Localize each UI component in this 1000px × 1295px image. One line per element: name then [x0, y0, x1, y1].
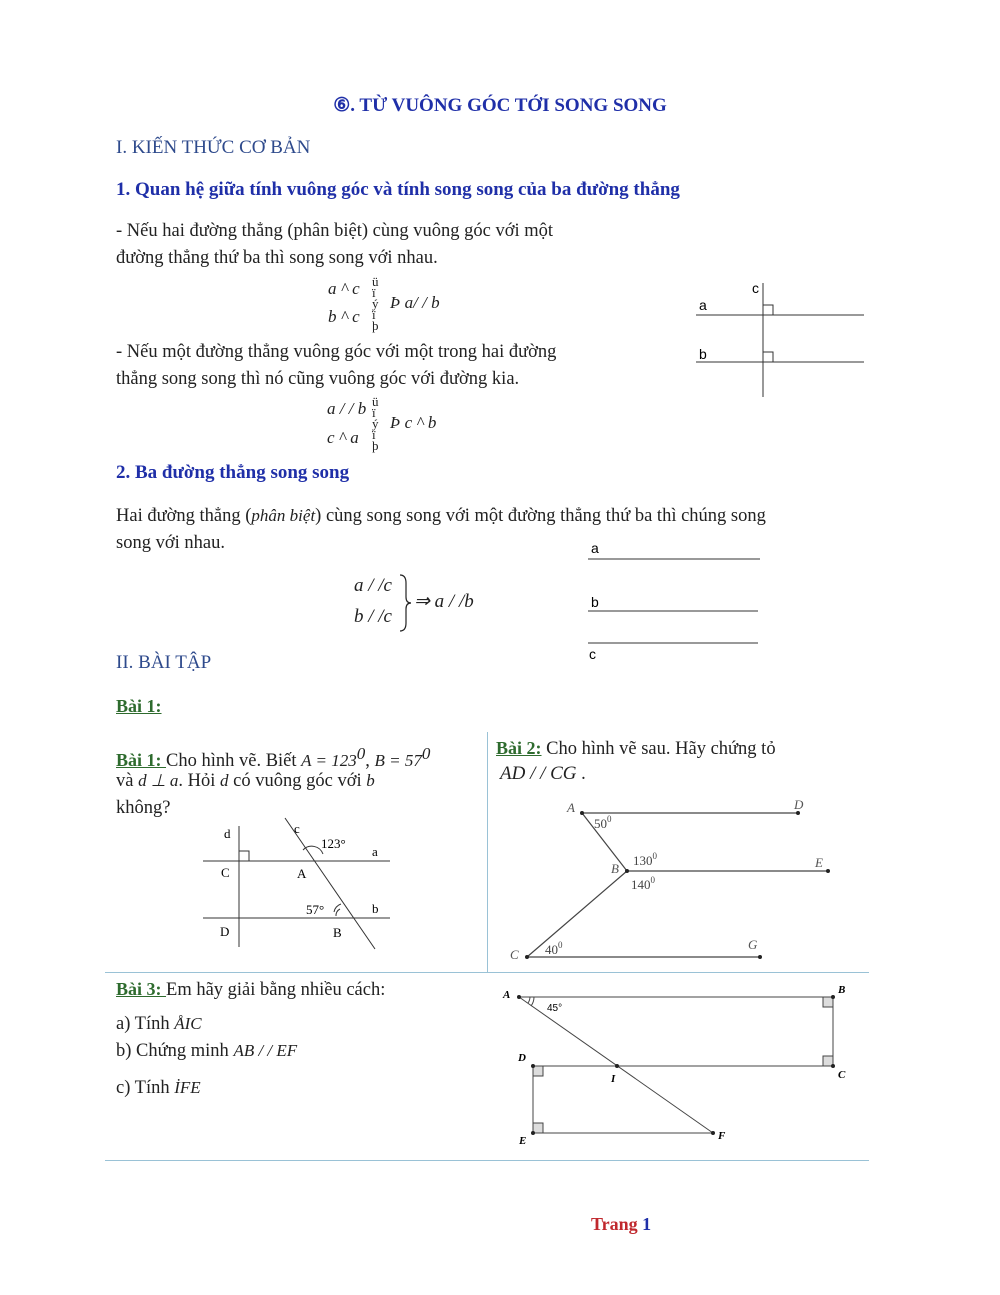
bai1-label-c: c [294, 821, 300, 836]
fig1-label-b: b [699, 346, 707, 362]
bai3-angle-45: 45° [547, 1003, 563, 1014]
paragraph-2-line-1: - Nếu một đường thẳng vuông góc với một trong hai đường [116, 342, 557, 362]
formula-2-line-1: a / / b [327, 399, 367, 418]
bai1-angle-123: 123° [321, 836, 346, 851]
bai2-line-2: AD / / CG . [500, 763, 586, 784]
table-divider-bottom [105, 1160, 869, 1161]
figure-bai2 [500, 795, 840, 970]
bai1-line-2: và d ⊥ a. Hỏi d có vuông góc với b [116, 771, 375, 791]
bai3-label-B: B [838, 984, 846, 996]
table-divider-middle [105, 972, 869, 973]
bai2-angle-130: $130^0$ [633, 851, 657, 868]
bai3-label-F: F [718, 1130, 726, 1142]
bai3-item-b: b) Chứng minh AB / / EF [116, 1041, 298, 1061]
paragraph-1-line-2: đường thẳng thứ ba thì song song với nhau. [116, 248, 438, 268]
bai3-label-C: C [838, 1069, 846, 1081]
bai3-line-1: Bài 3: Em hãy giải bằng nhiều cách: [116, 979, 386, 1000]
bai2-angle-140: $140^0$ [631, 875, 655, 892]
bai1-label-B: B [333, 925, 342, 940]
bai2-label-E: E [815, 855, 823, 870]
bai1-label-b: b [372, 901, 379, 916]
fig2-label-c: c [589, 646, 596, 662]
formula-3-line-2: b / /c [354, 606, 392, 627]
formula-1-line-1: a ^ c [328, 279, 360, 298]
bai2-label-D: D [794, 797, 804, 812]
figure-parallel-lines [580, 535, 770, 665]
bai1-label-a: a [372, 844, 378, 859]
bai2-angle-50: $50^0$ [594, 814, 612, 831]
bai3-item-c: c) Tính İFE [116, 1078, 201, 1098]
formula-3-brace [398, 573, 412, 633]
formula-2-line-2: c ^ a [327, 428, 359, 447]
paragraph-2-line-2: thẳng song song thì nó cũng vuông góc với đường kia. [116, 369, 520, 389]
bai3-label-D: D [518, 1052, 526, 1064]
bai1-line-1: Bài 1: Cho hình vẽ. Biết $A = 123^0$, $B = 57^0$ [116, 744, 431, 772]
bai1-line-3: không? [116, 798, 171, 818]
figure-bai3 [500, 980, 860, 1150]
formula-2-result: Þ c ^ b [390, 413, 437, 432]
page-title: ⑥. TỪ VUÔNG GÓC TỚI SONG SONG [333, 95, 667, 116]
formula-1-brace: ü ï ý ï þ [372, 274, 379, 333]
fig1-label-a: a [699, 297, 707, 313]
bai2-line-1: Bài 2: Cho hình vẽ sau. Hãy chứng tỏ [496, 738, 776, 759]
fig2-label-a: a [591, 540, 599, 556]
figure-bai1 [195, 812, 395, 952]
fig1-right-angle-a [763, 305, 773, 315]
bai2-label-B: B [611, 861, 619, 876]
bai2-label-C: C [510, 947, 519, 962]
fig2-label-b: b [591, 594, 599, 610]
bai2-angle-40: $40^0$ [545, 940, 563, 957]
bai1-label-d: d [224, 826, 231, 841]
bai1-angle-arc-57b [336, 909, 340, 916]
section-heading-2: II. BÀI TẬP [116, 652, 212, 673]
bai2-label-A: A [567, 800, 575, 815]
paragraph-3-line-1: Hai đường thẳng (phân biệt) cùng song song với một đường thẳng thứ ba thì chúng song [116, 506, 766, 526]
bai3-label-A: A [503, 989, 511, 1001]
fig1-right-angle-b [763, 352, 773, 362]
bai1-label-D: D [220, 924, 230, 939]
figure-perpendicular-lines [690, 275, 870, 405]
paragraph-3-line-2: song với nhau. [116, 533, 225, 553]
page-number: Trang 1 [591, 1214, 652, 1234]
formula-3-line-1: a / /c [354, 575, 392, 596]
bai1-angle-57: 57° [306, 902, 325, 917]
subheading-2: 2. Ba đường thẳng song song [116, 462, 350, 483]
bai1-right-angle [239, 851, 249, 861]
fig1-label-c: c [752, 280, 759, 296]
subheading-1: 1. Quan hệ giữa tính vuông góc và tính song song của ba đường thẳng [116, 179, 680, 200]
formula-3-result: ⇒ a / /b [414, 591, 474, 612]
section-heading-1: I. KIẾN THỨC CƠ BẢN [116, 137, 311, 158]
bai2-label-G: G [748, 937, 758, 952]
bai3-label-E: E [519, 1135, 527, 1147]
bai1-label-C: C [221, 865, 230, 880]
bai1-heading: Bài 1: [116, 696, 162, 716]
bai1-label-A: A [297, 866, 307, 881]
bai3-label-I: I [611, 1073, 616, 1085]
formula-1-line-2: b ^ c [328, 307, 360, 326]
formula-2-brace: ü ï ý ï þ [372, 394, 379, 453]
bai3-item-a: a) Tính ÅIC [116, 1014, 202, 1034]
table-divider-vertical [487, 732, 488, 972]
formula-1-result: Þ a/ / b [390, 293, 440, 312]
bai2-seg-BC [527, 871, 627, 957]
bai1-angle-arc-123 [303, 846, 323, 854]
paragraph-1-line-1: - Nếu hai đường thẳng (phân biệt) cùng vuông góc với một [116, 221, 554, 241]
